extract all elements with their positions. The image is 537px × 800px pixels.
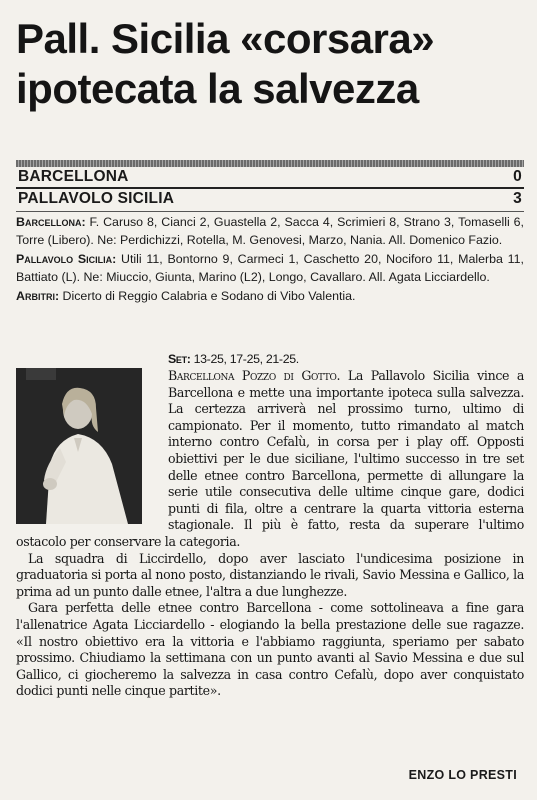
away-score: 3 (513, 190, 522, 207)
home-team: BARCELLONA (18, 168, 129, 185)
sets-label: Set: (168, 352, 191, 366)
referees (16, 288, 524, 306)
home-score: 0 (513, 168, 522, 185)
article-paragraph-2: La squadra di Liccirdello, dopo aver lasciato l'undicesima posizione in graduatoria si porta al nono posto, distanziando le rivali, Savio Messina e Gallico, la prima ad un punto dalle etnee, l'altra a due lunghezze. (16, 550, 524, 599)
headline (16, 14, 524, 114)
score-row-away (16, 189, 524, 209)
photo-float-spacer (16, 350, 168, 528)
lineup-sicilia-label: Pallavolo Sicilia: (16, 252, 117, 267)
lineup-sicilia (16, 251, 524, 286)
score-row-home (16, 167, 524, 187)
scoreboard-top-rule (16, 160, 524, 167)
scoreboard-bottom-rule (16, 211, 524, 212)
byline: ENZO LO PRESTI (408, 768, 517, 782)
article-body (16, 350, 524, 700)
referees-label: Arbitri: (16, 289, 60, 304)
article-paragraph-1-text: La Pallavolo Sicilia vince a Barcellona e mette una importante ipoteca sulla salvezza. La certezza arriverà nel prossimo turno, ultimo di campionato. Per il momento, tutto rimandato al match interno contro Cefalù, in corsa per i play off. Opposti obiettivi per le due siciliane, l'ultimo successo in tre set delle etnee contro Barcellona, permette di allungare la serie utile consecutiva delle ultime cinque gare, dodici punti di fila, oltre a centrare la quarta vittoria esterna stagionale. Il più è fatto, resta da superare l'ultimo ostacolo per conservare la categoria. (16, 368, 525, 549)
article-dateline: Barcellona Pozzo di Gotto. (168, 368, 341, 383)
referees-text: Dicerto di Reggio Calabria e Sodano di Vibo Valentia. (62, 289, 356, 304)
headline-line-2: ipotecata la salvezza (16, 65, 419, 112)
article-paragraph-3: Gara perfetta delle etnee contro Barcellona - come sottolineava a fine gara l'allenatrice Agata Licciardello - elogiando la bella prestazione delle sue ragazze. «Il nostro obiettivo era la vittoria e l'abbiamo raggiunta, speriamo per sabato prossimo. Chiudiamo la settimana con un punto avanti al Savio Messina e due sul Gallico, ci giocheremo la salvezza in casa contro Cefalù, dopo aver conquistato dodici punti nelle cinque partite». (16, 600, 524, 699)
lineup-barcellona-text: F. Caruso 8, Cianci 2, Guastella 2, Sacca 4, Scrimieri 8, Strano 3, Tomaselli 6, Torre (Libero). Ne: Perdichizzi, Rotella, M. Genovesi, Marzo, Nania. All. Domenico Fazio. (16, 215, 524, 247)
headline-line-1: Pall. Sicilia «corsara» (16, 15, 435, 62)
away-team: PALLAVOLO SICILIA (18, 190, 175, 207)
sets-scores: 13-25, 17-25, 21-25. (193, 352, 299, 366)
scoreboard (16, 160, 524, 212)
lineup-sicilia-text: Utili 11, Bontorno 9, Carmeci 1, Caschetto 20, Nociforo 11, Malerba 11, Battiato (L). Ne: Miuccio, Giunta, Marino (L2), Longo, Cavallaro. All. Agata Licciardello. (16, 252, 524, 284)
lineup-barcellona-label: Barcellona: (16, 215, 86, 229)
match-lineups (16, 214, 524, 308)
lineup-barcellona (16, 214, 524, 249)
